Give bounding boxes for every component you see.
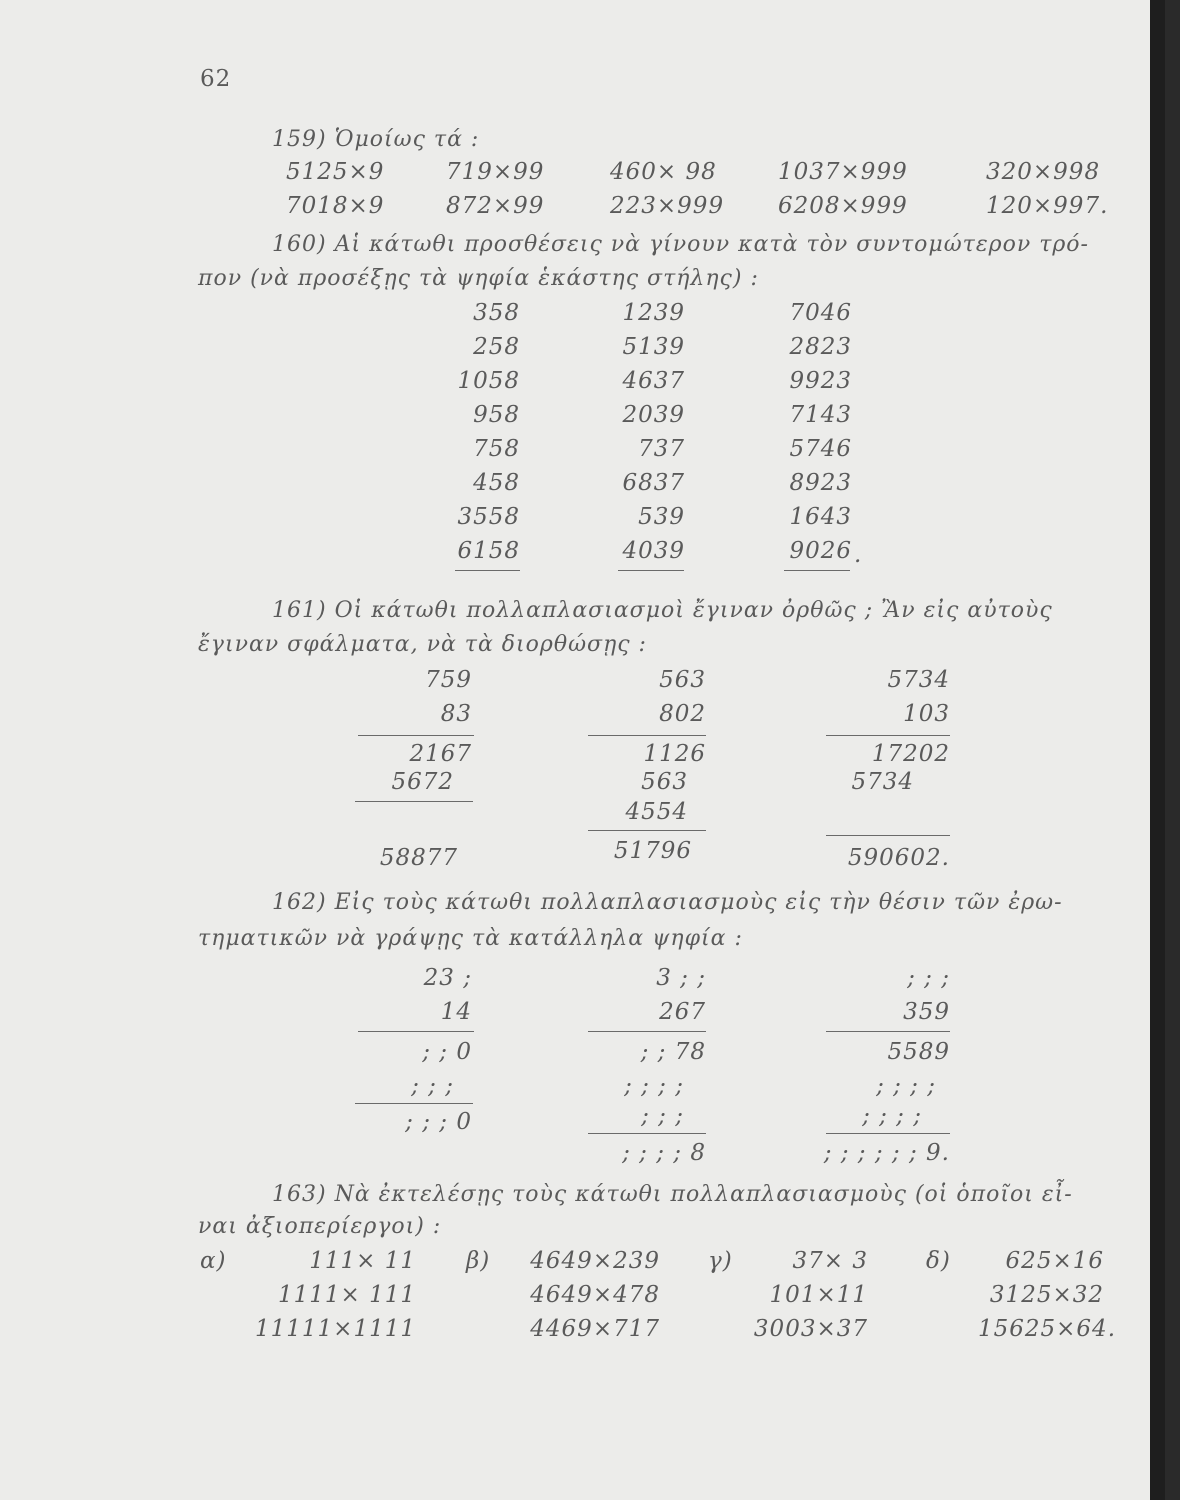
addend: 1058 (457, 368, 520, 394)
addend: 4039 (622, 538, 685, 564)
factor-2: 83 (440, 701, 472, 727)
exercise-159-heading: 159) Ὁμοίως τά : (272, 127, 480, 152)
sum-rule (784, 570, 850, 571)
product-item: 5125×9 (286, 159, 385, 185)
addend: 5746 (789, 436, 852, 462)
product-rule (358, 735, 474, 736)
addend: 737 (638, 436, 685, 462)
addend: 3558 (457, 504, 520, 530)
product-rule (588, 735, 706, 736)
sum-rule (355, 1103, 473, 1104)
group-label: γ) (708, 1248, 733, 1274)
factor-1: 3 ; ; (656, 965, 706, 991)
partial-product: 563 (641, 769, 688, 795)
exercise-162-text-line-1: 162) Εἰς τοὺς κάτωθι πολλαπλασιασμοὺς εἰς τὴν θέσιν τῶν ἐρω- (272, 890, 1063, 915)
partial-product: ; ; ; ; (862, 1103, 922, 1129)
product-item: 120×997. (986, 193, 1109, 219)
addend: 6158 (457, 538, 520, 564)
product-rule (826, 735, 950, 736)
exercise-160-text-line-2: πον (νὰ προσέξῃς τὰ ψηφία ἑκάστης στήλης) : (198, 266, 759, 291)
exercise-163-text-line-2: ναι ἀξιοπερίεργοι) : (198, 1214, 442, 1239)
factor-2: 103 (903, 701, 950, 727)
product-item: 1111× 111 (277, 1282, 416, 1308)
product-item: 111× 11 (309, 1248, 416, 1274)
partial-product: ; ; ; (641, 1103, 684, 1129)
product-item: 6208×999 (778, 193, 908, 219)
partial-product: 2167 (409, 741, 472, 767)
product-item: 4469×717 (530, 1316, 660, 1342)
factor-1: ; ; ; (907, 965, 950, 991)
result: ; ; ; ; 8 (622, 1140, 706, 1166)
exercise-163-text-line-1: 163) Νὰ ἐκτελέσῃς τοὺς κάτωθι πολλαπλασιασμοὺς (οἱ ὁποῖοι εἶ- (272, 1182, 1073, 1207)
product-item: 320×998 (986, 159, 1101, 185)
factor-1: 563 (659, 667, 706, 693)
product-item: 872×99 (446, 193, 545, 219)
product-item: 101×11 (769, 1282, 868, 1308)
result: ; ; ; ; ; ; 9. (823, 1140, 950, 1166)
factor-1: 23 ; (423, 965, 472, 991)
product-item: 460× 98 (610, 159, 717, 185)
group-label: δ) (926, 1248, 951, 1274)
addend: 5139 (622, 334, 685, 360)
sum-rule (826, 1133, 950, 1134)
addend: 958 (473, 402, 520, 428)
addend: 8923 (789, 470, 852, 496)
partial-product: ; ; 78 (640, 1039, 706, 1065)
exercise-162-text-line-2: τηματικῶν νὰ γράψῃς τὰ κατάλληλα ψηφία : (198, 926, 743, 951)
addend: 6837 (622, 470, 685, 496)
exercise-161-text-line-1: 161) Οἱ κάτωθι πολλαπλασιασμοὶ ἔγιναν ὀρθῶς ; Ἂν εἰς αὐτοὺς (272, 598, 1053, 623)
result: ; ; ; 0 (405, 1109, 472, 1135)
product-item: 11111×1111 (255, 1316, 416, 1342)
partial-product: ; ; ; (411, 1073, 454, 1099)
sum-rule (455, 570, 520, 571)
addend: 1643 (789, 504, 852, 530)
result: 51796 (613, 838, 692, 864)
product-rule (358, 1031, 474, 1032)
addend: 1239 (622, 300, 685, 326)
addend: 2823 (789, 334, 852, 360)
result: 590602. (847, 845, 950, 871)
product-item: 3125×32 (989, 1282, 1104, 1308)
addend: 2039 (622, 402, 685, 428)
result: 58877 (379, 845, 458, 871)
product-item: 625×16 (1005, 1248, 1104, 1274)
partial-product: ; ; 0 (422, 1039, 472, 1065)
product-item: 4649×239 (530, 1248, 660, 1274)
end-mark: . (854, 542, 863, 568)
product-rule (826, 1031, 950, 1032)
sum-rule (826, 835, 950, 836)
partial-product: 17202 (871, 741, 950, 767)
exercise-161-text-line-2: ἔγιναν σφάλματα, νὰ τὰ διορθώσῃς : (198, 632, 647, 657)
product-item: 37× 3 (792, 1248, 868, 1274)
product-item: 7018×9 (286, 193, 385, 219)
product-item: 223×999 (610, 193, 725, 219)
addend: 7046 (789, 300, 852, 326)
addend: 758 (473, 436, 520, 462)
partial-product: 5734 (851, 769, 914, 795)
sum-rule (588, 1133, 706, 1134)
addend: 258 (473, 334, 520, 360)
sum-rule (618, 570, 684, 571)
addend: 4637 (622, 368, 685, 394)
partial-product: 4554 (625, 799, 688, 825)
partial-product: ; ; ; ; (876, 1073, 936, 1099)
addend: 9026 (789, 538, 852, 564)
group-label: α) (200, 1248, 227, 1274)
addend: 358 (473, 300, 520, 326)
product-item: 4649×478 (530, 1282, 660, 1308)
addend: 9923 (789, 368, 852, 394)
factor-2: 359 (903, 999, 950, 1025)
exercise-160-text-line-1: 160) Αἱ κάτωθι προσθέσεις νὰ γίνουν κατὰ τὸν συντομώτερον τρό- (272, 232, 1089, 257)
partial-product: 1126 (643, 741, 706, 767)
factor-2: 14 (440, 999, 472, 1025)
product-item: 719×99 (446, 159, 545, 185)
factor-2: 802 (659, 701, 706, 727)
factor-1: 759 (425, 667, 472, 693)
partial-product: ; ; ; ; (624, 1073, 684, 1099)
product-item: 3003×37 (753, 1316, 868, 1342)
addend: 539 (638, 504, 685, 530)
product-item: 1037×999 (778, 159, 908, 185)
sum-rule (355, 801, 473, 802)
product-rule (588, 1031, 706, 1032)
page-number: 62 (200, 66, 232, 92)
product-item: 15625×64. (977, 1316, 1116, 1342)
partial-product: 5672 (391, 769, 454, 795)
partial-product: 5589 (887, 1039, 950, 1065)
sum-rule (588, 830, 706, 831)
factor-2: 267 (659, 999, 706, 1025)
addend: 458 (473, 470, 520, 496)
addend: 7143 (789, 402, 852, 428)
factor-1: 5734 (887, 667, 950, 693)
group-label: β) (466, 1248, 491, 1274)
page-edge-shadow (1150, 0, 1165, 1500)
